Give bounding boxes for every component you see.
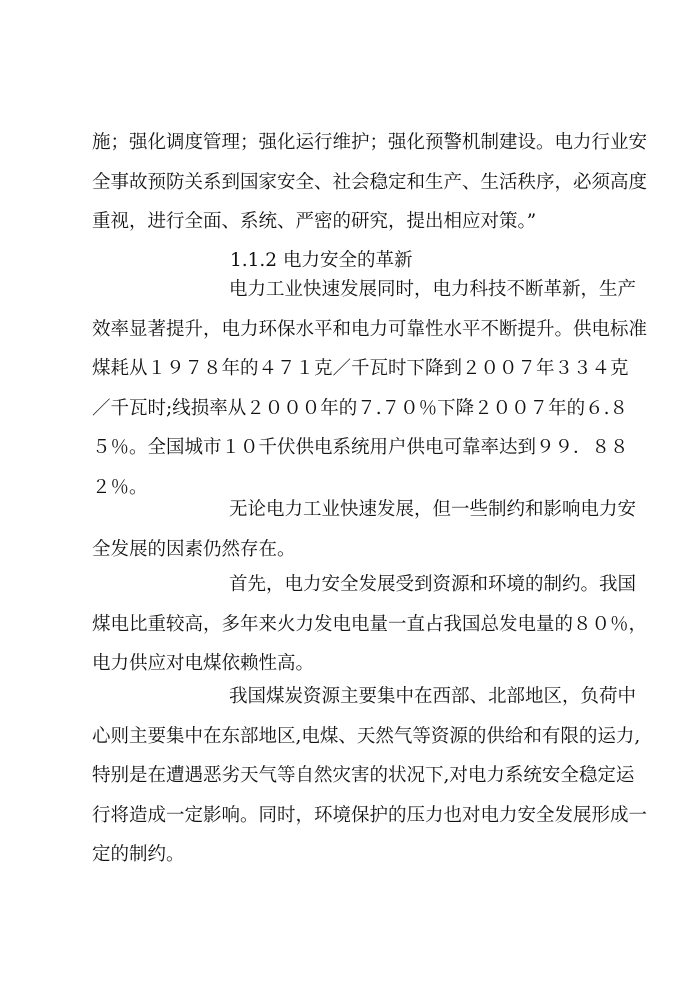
paragraph: [92, 565, 648, 684]
text-line: 重视，进行全面、系统、严密的研究，提出相应对策。”: [92, 211, 537, 232]
text-line: 首先，电力安全发展受到资源和环境的制约。我国: [229, 574, 637, 595]
paragraph: [92, 490, 637, 569]
text-line: 全事故预防关系到国家安全、社会稳定和生产、生活秩序，必须高度: [92, 171, 648, 193]
text-line: 电力供应对电煤依赖性高。: [92, 653, 315, 674]
text-line: 全发展的因素仍然存在。: [92, 538, 296, 560]
text-line: 特别是在遭遇恶劣天气等自然灾害的状况下,对电力系统安全稳定运: [92, 765, 635, 786]
text-line: 我国煤炭资源主要集中在西部、北部地区，负荷中: [229, 686, 637, 707]
text-line: ５％。全国城市１０千伏供电系统用户供电可靠率达到９９．８８: [92, 437, 629, 458]
text-line: 无论电力工业快速发展，但一些制约和影响电力安: [229, 499, 637, 520]
text-line: 行将造成一定影响。同时，环境保护的压力也对电力安全发展形成一: [92, 804, 648, 826]
text-line: 煤电比重较高，多年来火力发电电量一直占我国总发电量的８０％，: [92, 613, 648, 635]
text-line: 效率显著提升，电力环保水平和电力可靠性水平不断提升。供电标准: [92, 318, 648, 340]
text-line: 定的制约。: [92, 844, 185, 865]
text-line: ／千瓦时;线损率从２０００年的７.７０％下降２００７年的６.８: [92, 397, 628, 419]
paragraph-continuation: [92, 123, 648, 242]
text-line: ２％。: [92, 476, 148, 498]
text-line: 电力工业快速发展同时，电力科技不断革新，生产: [229, 279, 637, 300]
text-line: 心则主要集中在东部地区,电煤、天然气等资源的供给和有限的运力,: [92, 725, 641, 747]
paragraph: [92, 270, 648, 507]
paragraph: [92, 677, 648, 875]
text-line: 煤耗从１９７８年的４７１克／千瓦时下降到２００７年３３４克: [92, 358, 629, 379]
text-line: 施；强化调度管理；强化运行维护；强化预警机制建设。电力行业安: [92, 132, 648, 153]
heading-text: 1.1.2 电力安全的革新: [230, 250, 413, 271]
